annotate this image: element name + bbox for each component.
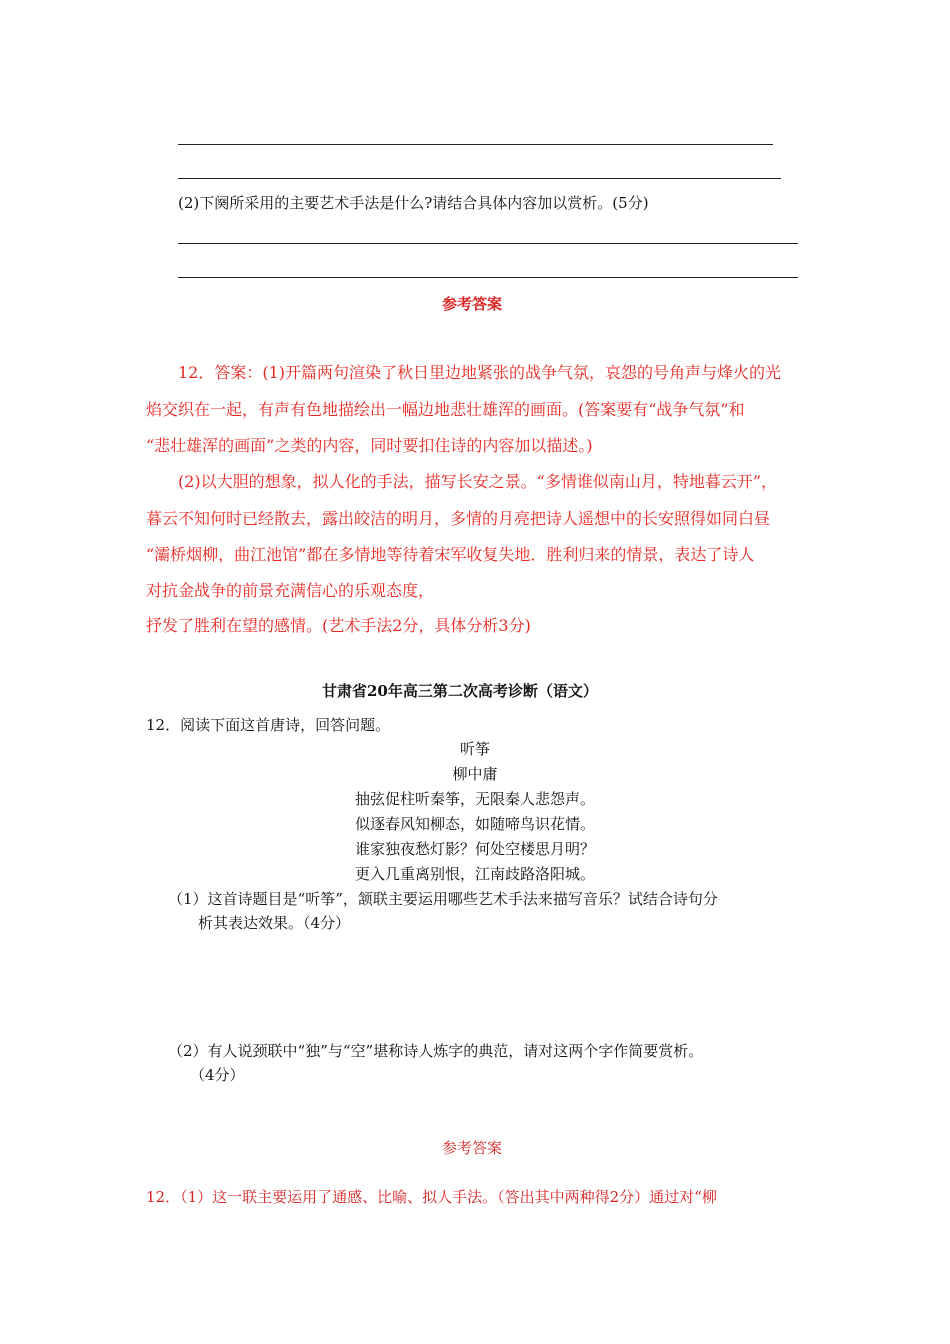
section-title: 甘肃省20年高三第二次高考诊断（语文） (322, 682, 598, 700)
answer-line: 对抗金战争的前景充满信心的乐观态度， (146, 581, 435, 600)
answer-line: 暮云不知何时已经散去，露出皎洁的明月，多情的月亮把诗人遥想中的长安照得如同白昼 (146, 509, 771, 528)
poem-title: 听筝 (459, 740, 490, 758)
question-1: （1）这首诗题目是“听筝”，颔联主要运用哪些艺术手法来描写音乐？试结合诗句分 (168, 890, 718, 908)
answer-line: 12．答案：(1)开篇两句渲染了秋日里边地紧张的战争气氛，哀怨的号角声与烽火的光 (178, 363, 782, 382)
answer-line: 焰交织在一起，有声有色地描绘出一幅边地悲壮雄浑的画面。(答案要有“战争气氛”和 (146, 400, 745, 419)
poem-author: 柳中庸 (452, 765, 498, 783)
question-2: （2）有人说颈联中“独”与“空”堪称诗人炼字的典范，请对这两个字作简要赏析。 (168, 1042, 704, 1060)
answer-heading-2: 参考答案 (442, 1139, 503, 1157)
answer-blank-line (178, 243, 798, 244)
question-1-cont: 析其表达效果。（4分） (198, 914, 351, 932)
question-2-cont: （4分） (190, 1066, 245, 1084)
answer-blank-line (178, 277, 798, 278)
poem-line: 似逐春风知柳态，如随啼鸟识花情。 (354, 815, 595, 833)
poem-line: 更入几重离别恨，江南歧路洛阳城。 (354, 865, 595, 883)
answer-line: 抒发了胜利在望的感情。(艺术手法2分，具体分析3分) (146, 616, 531, 635)
answer-line: “悲壮雄浑的画面”之类的内容，同时要扣住诗的内容加以描述。) (146, 436, 593, 455)
answer-line: (2)以大胆的想象，拟人化的手法，描写长安之景。“多情谁似南山月，特地暮云开”， (178, 472, 778, 491)
question-intro: 12．阅读下面这首唐诗，回答问题。 (146, 716, 391, 734)
answer-blank-line (178, 178, 781, 179)
answer-line-2: 12．（1）这一联主要运用了通感、比喻、拟人手法。（答出其中两种得2分）通过对“柳 (146, 1188, 717, 1206)
question-2-part1: (2)下阕所采用的主要艺术手法是什么?请结合具体内容加以赏析。(5分) (178, 194, 649, 212)
answer-blank-line (178, 144, 773, 145)
poem-line: 谁家独夜愁灯影？何处空楼思月明？ (354, 840, 595, 858)
poem-line: 抽弦促柱听秦筝，无限秦人悲怨声。 (354, 790, 595, 808)
answer-heading: 参考答案 (442, 295, 503, 313)
answer-line: “灞桥烟柳，曲江池馆”都在多情地等待着宋军收复失地．胜利归来的情景，表达了诗人 (146, 545, 755, 564)
